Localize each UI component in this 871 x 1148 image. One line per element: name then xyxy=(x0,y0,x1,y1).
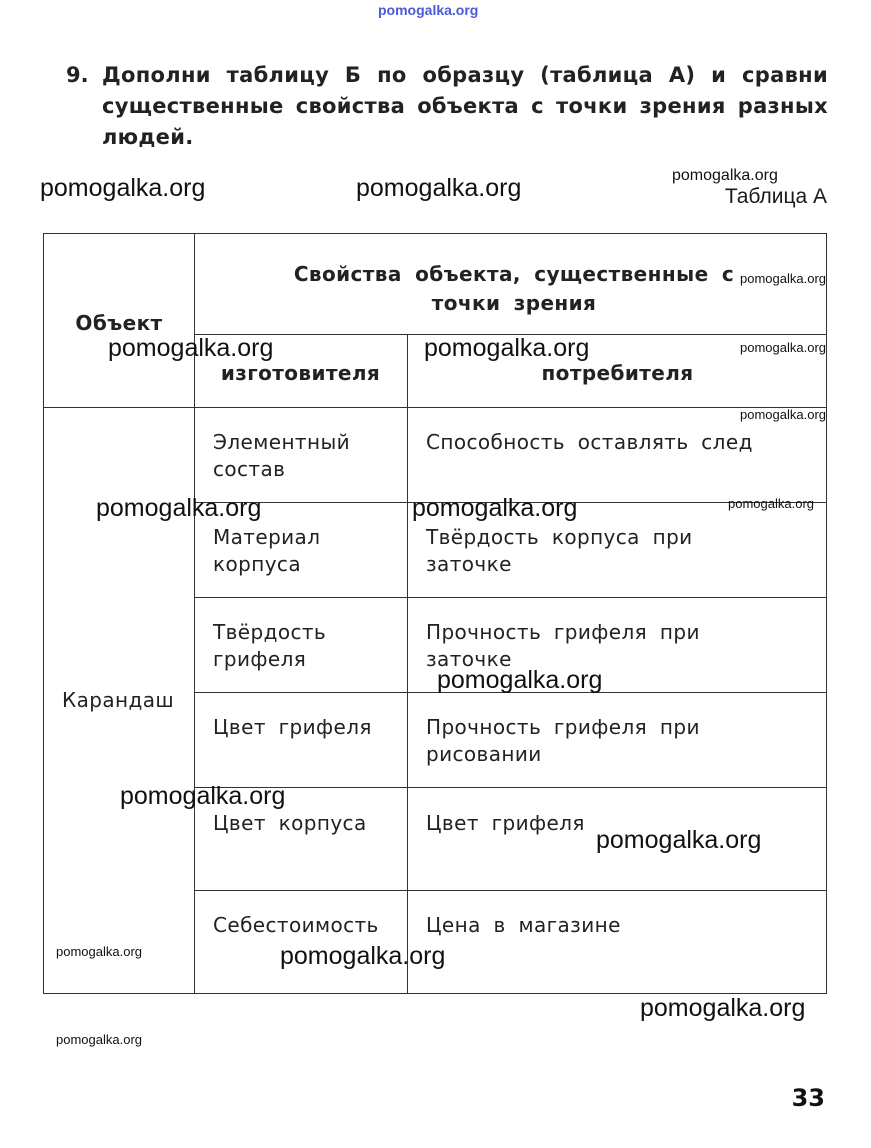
watermark: pomogalka.org xyxy=(740,271,826,286)
watermark: pomogalka.org xyxy=(740,340,826,355)
watermark: pomogalka.org xyxy=(424,334,590,362)
page-number: 33 xyxy=(791,1084,825,1112)
task-number: 9. xyxy=(66,63,89,87)
watermark: pomogalka.org xyxy=(108,334,274,362)
watermark: pomogalka.org xyxy=(280,942,446,970)
watermark: pomogalka.org xyxy=(412,494,578,522)
maker-property: Себестоимость xyxy=(213,913,379,937)
consumer-property: Прочность грифеля при рисовании xyxy=(426,715,700,766)
watermark: pomogalka.org xyxy=(437,666,603,694)
row-divider xyxy=(194,890,826,891)
watermark: pomogalka.org xyxy=(120,782,286,810)
row-divider xyxy=(194,787,826,788)
task-text: Дополни таблицу Б по образцу (таблица А) и сравни существенные свойства объекта с точки зрения разных людей. xyxy=(102,63,828,149)
consumer-property: Твёрдость корпуса при заточке xyxy=(426,525,693,576)
consumer-property: Цвет грифеля xyxy=(426,811,585,835)
watermark: pomogalka.org xyxy=(596,826,762,854)
row-divider xyxy=(44,407,826,408)
table-label: Таблица А xyxy=(724,185,827,208)
watermark-top: pomogalka.org xyxy=(378,2,479,18)
properties-header: Свойства объекта, существенные с точки зрения xyxy=(293,262,735,315)
maker-property: Цвет корпуса xyxy=(213,811,367,835)
watermark: pomogalka.org xyxy=(640,994,806,1022)
watermark: pomogalka.org xyxy=(96,494,262,522)
maker-property: Твёрдость грифеля xyxy=(213,620,327,671)
consumer-column-header: потребителя xyxy=(541,361,694,385)
column-divider xyxy=(407,334,408,993)
watermark: pomogalka.org xyxy=(56,1032,142,1047)
row-divider xyxy=(194,597,826,598)
object-name: Карандаш xyxy=(62,688,175,712)
maker-column-header: изготовителя xyxy=(220,361,381,385)
maker-property: Материал корпуса xyxy=(213,525,321,576)
consumer-property: Прочность грифеля при заточке xyxy=(426,620,700,671)
watermark: pomogalka.org xyxy=(672,167,778,184)
watermark: pomogalka.org xyxy=(56,944,142,959)
watermark: pomogalka.org xyxy=(740,407,826,422)
consumer-property: Способность оставлять след xyxy=(426,430,753,454)
maker-property: Элементный состав xyxy=(213,430,351,481)
watermark: pomogalka.org xyxy=(728,496,814,511)
watermark: pomogalka.org xyxy=(356,174,522,202)
consumer-property: Цена в магазине xyxy=(426,913,621,937)
task-statement xyxy=(66,60,828,153)
maker-property: Цвет грифеля xyxy=(213,715,372,739)
watermark: pomogalka.org xyxy=(40,174,206,202)
object-header: Объект xyxy=(75,311,163,335)
